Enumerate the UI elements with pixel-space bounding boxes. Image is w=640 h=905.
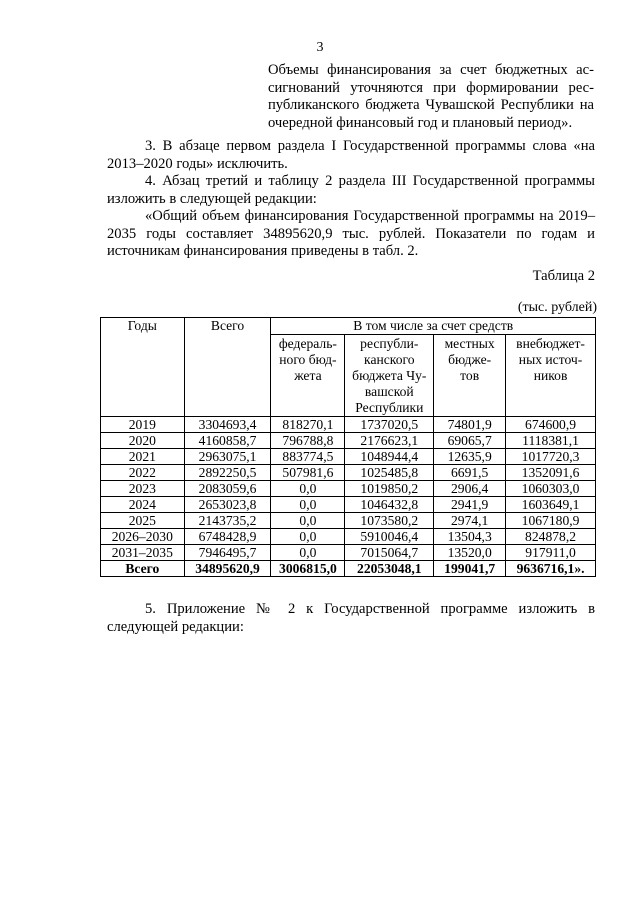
cell-year: 2020 — [101, 433, 185, 449]
cell-federal: 796788,8 — [271, 433, 345, 449]
cell-republic: 1737020,5 — [345, 417, 434, 433]
cell-republic: 1046432,8 — [345, 497, 434, 513]
quote-line: Объемы финансирования за счет бюджетных ас- — [268, 62, 594, 78]
cell-federal: 818270,1 — [271, 417, 345, 433]
financing-table — [100, 317, 596, 577]
cell-extrabudget: 1118381,1 — [506, 433, 596, 449]
page-number: 3 — [316, 40, 324, 55]
quote-line: сигнований уточняются при формировании рес- — [268, 79, 594, 96]
cell-total: 6748428,9 — [184, 529, 271, 545]
table-total-row — [101, 561, 596, 577]
cell-federal: 507981,6 — [271, 465, 345, 481]
cell-extrabudget: 1017720,3 — [506, 449, 596, 465]
cell-year: 2023 — [101, 481, 185, 497]
quote-line: публиканского бюджета Чувашской Республики на — [268, 97, 594, 113]
table-row — [101, 433, 596, 449]
cell-local: 69065,7 — [434, 433, 506, 449]
table-row — [101, 449, 596, 465]
cell-local: 13520,0 — [434, 545, 506, 561]
total-year: Всего — [101, 561, 185, 577]
cell-extrabudget: 1352091,6 — [506, 465, 596, 481]
cell-extrabudget: 1060303,0 — [506, 481, 596, 497]
cell-year: 2024 — [101, 497, 185, 513]
cell-year: 2031–2035 — [101, 545, 185, 561]
header-extrabudget: внебюджет- ных источ- ников — [506, 335, 596, 417]
header-republic: республи- канского бюджета Чу- вашской Республики — [345, 335, 434, 417]
paragraph-item-4: 4. Абзац третий и таблицу 2 раздела III Государственной программы изложить в следующей редакции: — [107, 173, 595, 207]
cell-federal: 883774,5 — [271, 449, 345, 465]
cell-republic: 1048944,4 — [345, 449, 434, 465]
cell-republic: 1073580,2 — [345, 513, 434, 529]
cell-total: 2083059,6 — [184, 481, 271, 497]
cell-local: 13504,3 — [434, 529, 506, 545]
paragraph-funding-total: «Общий объем финансирования Государственной программы на 2019–2035 годы составляет 34895620,9 тыс. рублей. Показатели по годам и источникам финансирования приведены в табл. 2. — [107, 208, 595, 259]
table-row — [101, 497, 596, 513]
header-federal: федераль- ного бюд- жета — [271, 335, 345, 417]
cell-federal: 0,0 — [271, 481, 345, 497]
table-header-row — [101, 318, 596, 335]
cell-total: 7946495,7 — [184, 545, 271, 561]
cell-year: 2025 — [101, 513, 185, 529]
cell-total: 2143735,2 — [184, 513, 271, 529]
cell-local: 74801,9 — [434, 417, 506, 433]
total-extrabudget: 9636716,1». — [506, 561, 596, 577]
paragraph-item-3: 3. В абзаце первом раздела I Государственной программы слова «на 2013–2020 годы» исключить. — [107, 138, 595, 172]
cell-total: 2653023,8 — [184, 497, 271, 513]
cell-year: 2026–2030 — [101, 529, 185, 545]
cell-republic: 7015064,7 — [345, 545, 434, 561]
cell-total: 3304693,4 — [184, 417, 271, 433]
table-row — [101, 513, 596, 529]
cell-federal: 0,0 — [271, 545, 345, 561]
cell-extrabudget: 1603649,1 — [506, 497, 596, 513]
table-row — [101, 417, 596, 433]
table-row — [101, 465, 596, 481]
cell-extrabudget: 674600,9 — [506, 417, 596, 433]
header-group: В том числе за счет средств — [271, 318, 596, 335]
cell-extrabudget: 1067180,9 — [506, 513, 596, 529]
cell-federal: 0,0 — [271, 497, 345, 513]
cell-federal: 0,0 — [271, 513, 345, 529]
cell-extrabudget: 824878,2 — [506, 529, 596, 545]
cell-republic: 1025485,8 — [345, 465, 434, 481]
cell-local: 12635,9 — [434, 449, 506, 465]
table-row — [101, 545, 596, 561]
cell-republic: 5910046,4 — [345, 529, 434, 545]
cell-federal: 0,0 — [271, 529, 345, 545]
paragraph-item-5: 5. Приложение № 2 к Государственной программе изложить в следующей редакции: — [107, 601, 595, 635]
cell-year: 2022 — [101, 465, 185, 481]
header-local: местных бюдже- тов — [434, 335, 506, 417]
cell-total: 2963075,1 — [184, 449, 271, 465]
header-total: Всего — [184, 318, 271, 417]
total-federal: 3006815,0 — [271, 561, 345, 577]
cell-year: 2019 — [101, 417, 185, 433]
cell-local: 2906,4 — [434, 481, 506, 497]
cell-local: 2941,9 — [434, 497, 506, 513]
header-years: Годы — [101, 318, 185, 417]
total-republic: 22053048,1 — [345, 561, 434, 577]
cell-total: 2892250,5 — [184, 465, 271, 481]
table-row — [101, 529, 596, 545]
total-total: 34895620,9 — [184, 561, 271, 577]
cell-republic: 2176623,1 — [345, 433, 434, 449]
cell-extrabudget: 917911,0 — [506, 545, 596, 561]
cell-local: 2974,1 — [434, 513, 506, 529]
total-local: 199041,7 — [434, 561, 506, 577]
cell-local: 6691,5 — [434, 465, 506, 481]
table-row — [101, 481, 596, 497]
table-units: (тыс. рублей) — [517, 300, 597, 315]
cell-republic: 1019850,2 — [345, 481, 434, 497]
cell-total: 4160858,7 — [184, 433, 271, 449]
quote-line: очередной финансовый год и плановый период». — [268, 114, 573, 131]
quote-block — [268, 62, 594, 132]
table-caption: Таблица 2 — [532, 268, 595, 284]
cell-year: 2021 — [101, 449, 185, 465]
